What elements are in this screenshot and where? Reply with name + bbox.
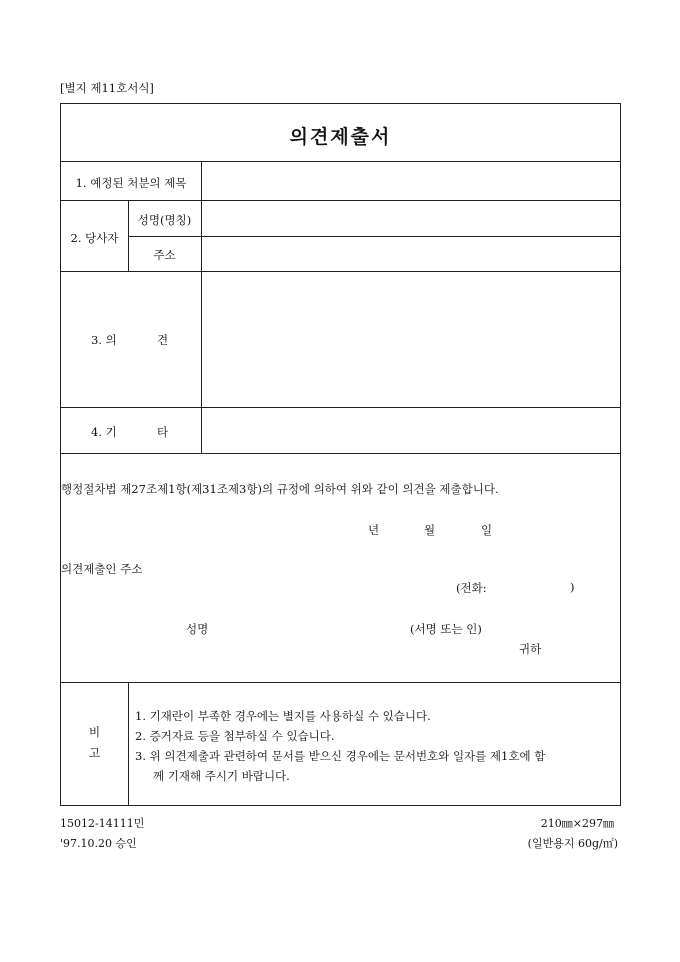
phone-close: ) — [570, 580, 575, 594]
remark-item-3a: 3. 위 의견제출과 관련하여 문서를 받으신 경우에는 문서번호와 일자를 제1호에 함 — [135, 749, 546, 763]
label-party-name: 성명(명칭) — [137, 213, 192, 227]
approval-date: '97.10.20 승인 — [60, 837, 137, 850]
date-month: 월 — [424, 523, 436, 537]
opinion-field[interactable] — [202, 272, 620, 407]
remark-item-3b: 께 기재해 주시기 바랍니다. — [153, 769, 290, 783]
label-opinion-a: 3. 의 — [91, 333, 117, 347]
signature-label: (서명 또는 인) — [410, 622, 482, 636]
date-day: 일 — [481, 523, 493, 537]
remark-item-1: 1. 기재란이 부족한 경우에는 별지를 사용하실 수 있습니다. — [135, 709, 431, 723]
form-reference: [별지 제11호서식] — [60, 81, 154, 95]
label-opinion-b: 견 — [157, 333, 169, 347]
label-disposition-title: 1. 예정된 처분의 제목 — [75, 176, 187, 190]
form-title: 의견제출서 — [289, 126, 392, 148]
remark-item-2: 2. 증거자료 등을 첨부하실 수 있습니다. — [135, 729, 335, 743]
party-name-field[interactable] — [202, 201, 620, 236]
opinion-form — [60, 103, 621, 806]
divider — [61, 682, 620, 683]
phone-label: (전화: — [456, 581, 487, 595]
label-other-a: 4. 기 — [91, 425, 117, 439]
divider — [61, 453, 620, 454]
other-field[interactable] — [202, 408, 620, 453]
party-address-field[interactable] — [202, 237, 620, 271]
remarks-label-a: 비 — [88, 725, 101, 739]
disposition-title-field[interactable] — [202, 162, 620, 200]
submitter-name-label: 성명 — [186, 622, 209, 636]
label-party-address: 주소 — [153, 248, 176, 262]
declaration-text: 행정절차법 제27조제1항(제31조제3항)의 규정에 의하여 위와 같이 의견을 제출합니다. — [61, 482, 499, 496]
submitter-address-label: 의견제출인 주소 — [61, 562, 143, 576]
form-code: 15012-14111민 — [60, 817, 145, 830]
remarks-label-b: 고 — [88, 746, 101, 760]
paper-size: 210㎜×297㎜ — [540, 817, 614, 830]
label-party: 2. 당사자 — [70, 231, 119, 245]
honorific: 귀하 — [519, 642, 542, 656]
date-year: 년 — [368, 523, 380, 537]
label-other-b: 타 — [157, 425, 169, 439]
divider — [128, 682, 129, 805]
paper-type: (일반용지 60g/㎡) — [527, 837, 618, 850]
